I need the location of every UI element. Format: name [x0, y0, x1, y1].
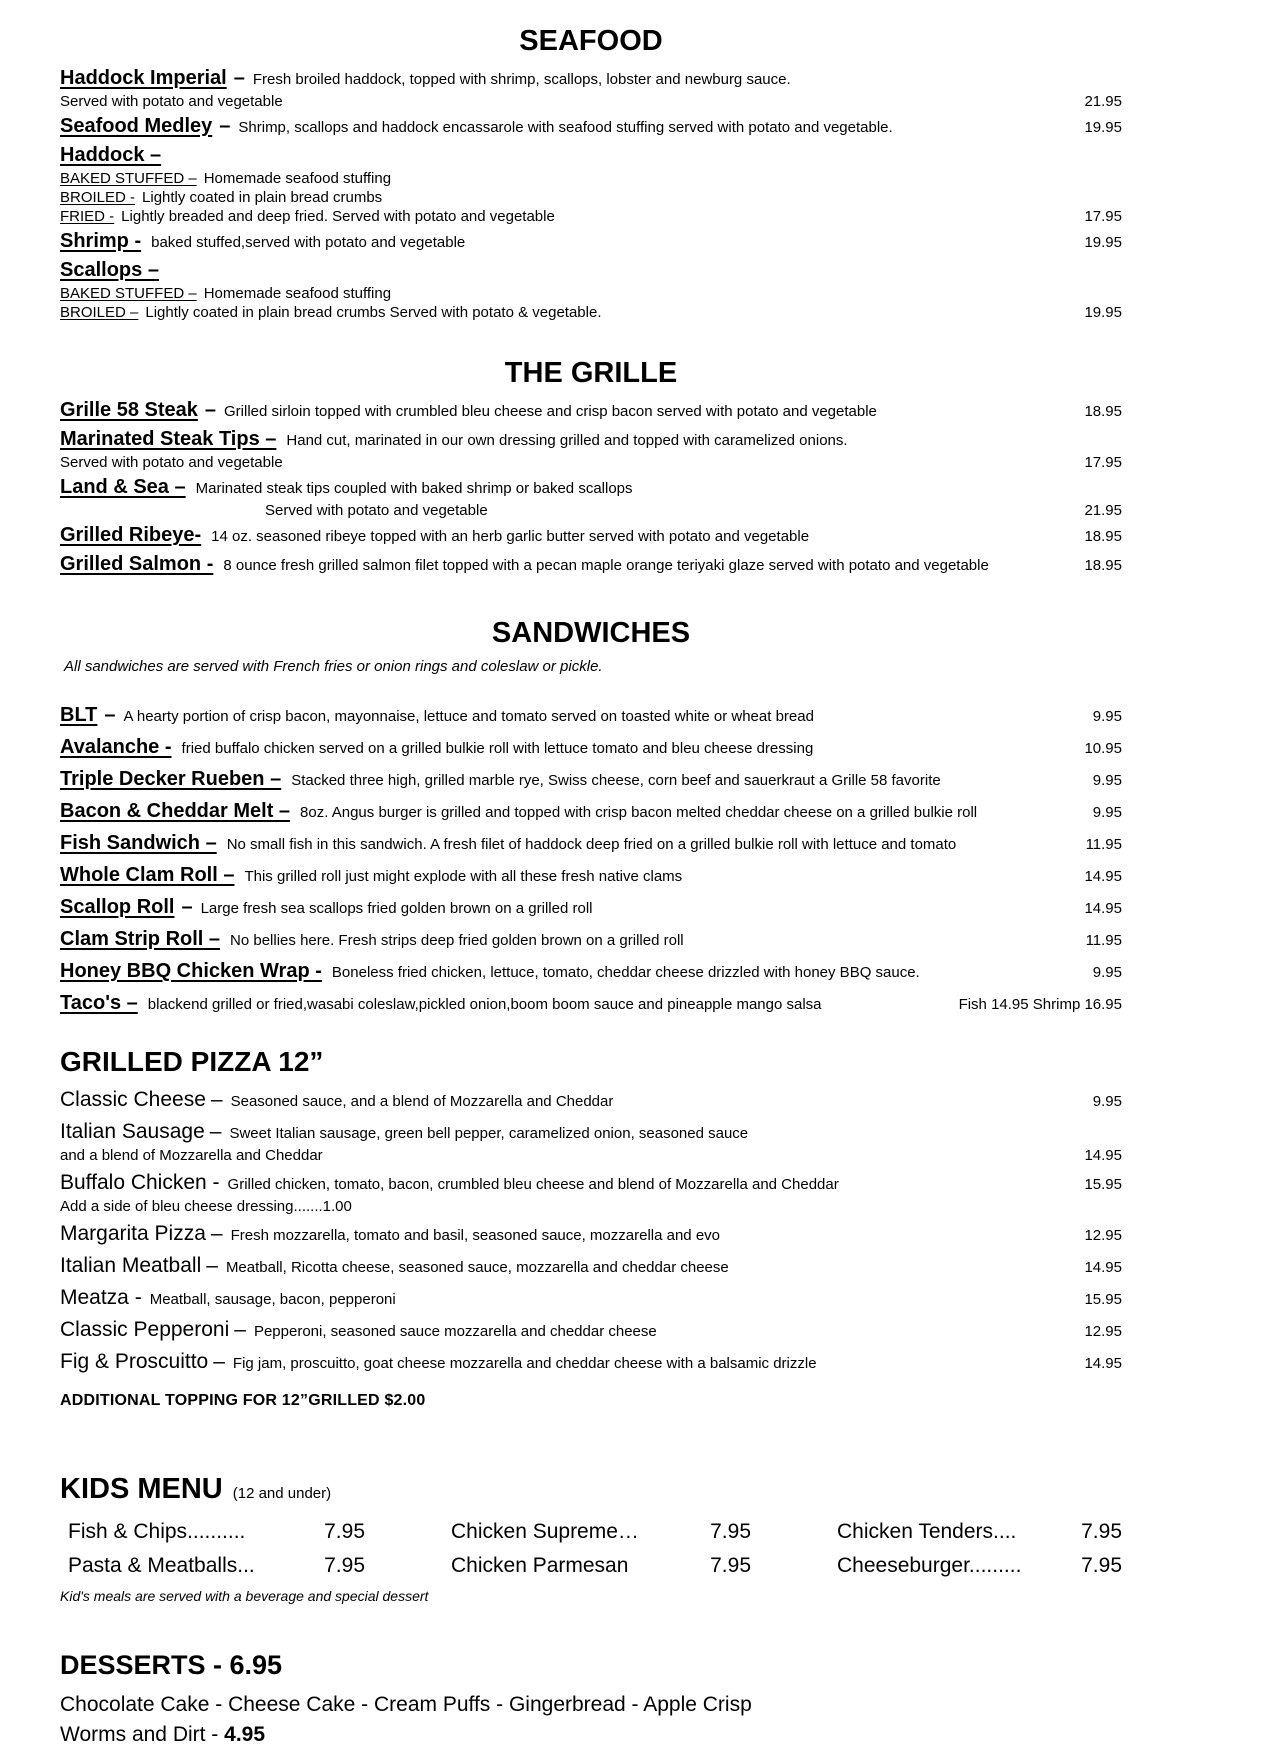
menu-item [60, 959, 1122, 985]
item-line [60, 398, 1122, 424]
kids-menu-header [60, 1472, 1122, 1506]
item-line [60, 1119, 1122, 1146]
item-text [60, 1119, 1122, 1146]
item-line [60, 427, 1122, 453]
item-description: Homemade seafood stuffing [203, 285, 392, 302]
kids-note: Kid's meals are served with a beverage and special dessert [60, 1588, 429, 1604]
kids-item-name: Fish & Chips.......... [68, 1520, 246, 1543]
item-description: A hearty portion of crisp bacon, mayonnaise, lettuce and tomato served on toasted white or wheat bread [123, 708, 814, 725]
item-description: Lightly breaded and deep fried. Served with potato and vegetable [121, 208, 555, 225]
item-description: Fig jam, proscuitto, goat cheese mozzarella and cheddar cheese with a balsamic drizzle [232, 1355, 817, 1372]
item-text [60, 398, 1070, 424]
item-text [60, 831, 1072, 857]
section-title-sandwiches: SANDWICHES [491, 617, 691, 649]
section-note: All sandwiches are served with French fries or onion rings and coleslaw or pickle. [64, 658, 603, 675]
menu-item [60, 398, 1122, 424]
item-description: Meatball, Ricotta cheese, seasoned sauce, mozzarella and cheddar cheese [225, 1259, 729, 1276]
menu-item [60, 735, 1122, 761]
item-description: No small fish in this sandwich. A fresh filet of haddock deep fried on a grilled bulkie roll with lettuce and tomato [226, 836, 957, 853]
item-name: Clam Strip Roll – [60, 928, 221, 950]
kids-item-price: 7.95 [710, 1520, 751, 1543]
item-text [60, 284, 1122, 303]
item-line [60, 863, 1122, 889]
item-line [60, 92, 1122, 111]
item-price: 14.95 [1084, 1147, 1122, 1164]
menu-item [60, 1221, 1122, 1248]
item-text [60, 188, 1122, 207]
item-description: and a blend of Mozzarella and Cheddar [60, 1147, 323, 1164]
item-line [60, 66, 1122, 92]
item-line [60, 831, 1122, 857]
item-line [60, 1221, 1122, 1248]
kids-item-price: 7.95 [324, 1520, 365, 1543]
item-line [60, 453, 1122, 472]
item-line [60, 735, 1122, 761]
section-title-kids: KIDS MENU [60, 1473, 223, 1505]
item-text [60, 169, 1122, 188]
kids-item-name: Chicken Supreme… [451, 1520, 639, 1543]
item-name: Grilled Ribeye- [60, 524, 202, 546]
item-name-dash: – [206, 1254, 218, 1277]
menu-item [60, 831, 1122, 857]
item-description: fried buffalo chicken served on a grilled bulkie roll with lettuce tomato and bleu cheese dressing [181, 740, 814, 757]
kids-item-name: Chicken Tenders.... [837, 1520, 1017, 1543]
section-title-desserts: DESSERTS - 6.95 [60, 1650, 283, 1680]
item-text [60, 1170, 1070, 1197]
kids-item [451, 1554, 751, 1578]
menu-item [60, 523, 1122, 549]
kids-item-price: 7.95 [1081, 1554, 1122, 1577]
item-description: Pepperoni, seasoned sauce mozzarella and cheddar cheese [253, 1323, 657, 1340]
menu-item [60, 895, 1122, 921]
item-text [60, 767, 1079, 793]
item-text [60, 959, 1079, 985]
item-price: 17.95 [1084, 208, 1122, 225]
menu-item [60, 1349, 1122, 1376]
item-line [60, 767, 1122, 793]
item-line [60, 703, 1122, 729]
item-line [60, 169, 1122, 188]
item-text [60, 207, 1070, 226]
menu-item [60, 863, 1122, 889]
section-grille [60, 356, 1122, 578]
item-name: Classic Cheese [60, 1088, 206, 1111]
item-description: Shrimp, scallops and haddock encassarole with seafood stuffing served with potato and vegetable. [238, 119, 893, 136]
dessert-worms-price: 4.95 [224, 1723, 266, 1746]
menu-item [60, 799, 1122, 825]
item-name-dash: – [210, 1222, 223, 1245]
item-text [60, 799, 1079, 825]
item-description: 8 ounce fresh grilled salmon filet topped with a pecan maple orange teriyaki glaze served with potato and vegetable [223, 557, 989, 574]
item-description: Homemade seafood stuffing [203, 170, 392, 187]
item-line [60, 229, 1122, 255]
item-description: Lightly coated in plain bread crumbs Served with potato & vegetable. [145, 304, 602, 321]
item-name: Fig & Proscuitto [60, 1350, 209, 1373]
menu-item [60, 1285, 1122, 1312]
item-price: 18.95 [1084, 557, 1122, 574]
item-description: Served with potato and vegetable [60, 454, 283, 471]
item-line [60, 1146, 1122, 1165]
item-description: blackend grilled or fried,wasabi coleslaw,pickled onion,boom boom sauce and pineapple mango salsa [147, 996, 822, 1013]
kids-item-price: 7.95 [710, 1554, 751, 1577]
item-line [60, 1197, 1122, 1216]
item-price: 17.95 [1084, 454, 1122, 471]
item-description: Grilled sirloin topped with crumbled bleu cheese and crisp bacon served with potato and vegetable [224, 403, 877, 420]
item-name: Haddock Imperial [60, 67, 227, 89]
item-name: Taco's – [60, 992, 138, 1014]
option-label: BAKED STUFFED – [60, 285, 197, 302]
dessert-flavors: Chocolate Cake - Cheese Cake - Cream Puffs - Gingerbread - Apple Crisp [60, 1693, 752, 1716]
menu-item [60, 1087, 1122, 1114]
item-name: Grille 58 Steak [60, 399, 198, 421]
option-label: BROILED – [60, 304, 139, 321]
item-description: Hand cut, marinated in our own dressing grilled and topped with caramelized onions. [286, 432, 848, 449]
item-text [60, 92, 1070, 111]
item-description: Sweet Italian sausage, green bell pepper, caramelized onion, seasoned sauce [229, 1125, 749, 1142]
item-name: Italian Sausage [60, 1120, 205, 1143]
item-price: 21.95 [1084, 502, 1122, 519]
item-description: Lightly coated in plain bread crumbs [142, 189, 383, 206]
item-description: Large fresh sea scallops fried golden brown on a grilled roll [200, 900, 593, 917]
item-description: 8oz. Angus burger is grilled and topped with crisp bacon melted cheddar cheese on a grilled bulkie roll [300, 804, 978, 821]
item-text [60, 1221, 1070, 1248]
item-text [60, 735, 1070, 761]
item-description: Fresh mozzarella, tomato and basil, seasoned sauce, mozzarella and evo [230, 1227, 721, 1244]
item-line [60, 114, 1122, 140]
item-name: BLT [60, 704, 98, 726]
item-line [60, 1170, 1122, 1197]
item-name-dash: – [181, 896, 193, 918]
item-price: 19.95 [1084, 119, 1122, 136]
item-text [60, 1087, 1079, 1114]
item-name: Honey BBQ Chicken Wrap - [60, 960, 322, 982]
item-price: Fish 14.95 Shrimp 16.95 [958, 996, 1122, 1013]
item-text [60, 143, 1122, 169]
item-price: 19.95 [1084, 304, 1122, 321]
item-text [60, 475, 1122, 501]
item-price: 11.95 [1085, 932, 1122, 949]
item-text [60, 1253, 1070, 1280]
item-name: Fish Sandwich – [60, 832, 217, 854]
item-name: Scallops – [60, 259, 159, 281]
item-line [60, 1253, 1122, 1280]
item-price: 14.95 [1084, 1355, 1122, 1372]
menu-item [60, 258, 1122, 322]
item-text [60, 66, 1122, 92]
kids-item-name: Cheeseburger......... [837, 1554, 1022, 1577]
item-description: Meatball, sausage, bacon, pepperoni [149, 1291, 396, 1308]
item-name: Land & Sea – [60, 476, 186, 498]
item-name-dash: – [234, 1318, 246, 1341]
item-text [60, 1197, 1122, 1216]
item-name: Seafood Medley [60, 115, 213, 137]
item-text [60, 229, 1070, 255]
item-description: baked stuffed,served with potato and vegetable [151, 234, 466, 251]
item-line [60, 552, 1122, 578]
item-name: Haddock – [60, 144, 162, 166]
kids-item-name: Chicken Parmesan [451, 1554, 629, 1577]
item-description: Served with potato and vegetable [60, 93, 283, 110]
kids-item [837, 1520, 1122, 1544]
section-seafood [60, 24, 1122, 322]
item-price: 12.95 [1084, 1323, 1122, 1340]
menu-item [60, 1317, 1122, 1344]
item-price: 15.95 [1084, 1176, 1122, 1193]
section-kids [60, 1472, 1122, 1604]
kids-item-name: Pasta & Meatballs... [68, 1554, 255, 1577]
item-text [60, 523, 1070, 549]
item-text [60, 552, 1070, 578]
menu-item [60, 552, 1122, 578]
additional-topping-note: ADDITIONAL TOPPING FOR 12”GRILLED $2.00 [60, 1392, 426, 1409]
option-label: BROILED - [60, 189, 136, 206]
item-price: 10.95 [1084, 740, 1122, 757]
menu-item [60, 927, 1122, 953]
item-name-dash: – [219, 115, 231, 137]
item-text [265, 501, 1070, 520]
item-description: No bellies here. Fresh strips deep fried golden brown on a grilled roll [230, 932, 684, 949]
item-line [60, 991, 1122, 1017]
item-text [60, 453, 1070, 472]
item-description: Marinated steak tips coupled with baked shrimp or baked scallops [195, 480, 633, 497]
item-price: 9.95 [1092, 804, 1122, 821]
item-description: This grilled roll just might explode with all these fresh native clams [244, 868, 683, 885]
kids-item-price: 7.95 [324, 1554, 365, 1577]
item-line [60, 143, 1122, 169]
item-price: 14.95 [1084, 868, 1122, 885]
section-sandwiches [60, 616, 1122, 1017]
item-price: 12.95 [1084, 1227, 1122, 1244]
item-line [60, 258, 1122, 284]
item-text [60, 863, 1070, 889]
item-line [265, 501, 1122, 520]
item-name-dash: – [204, 399, 216, 421]
item-line [60, 959, 1122, 985]
menu-item [60, 475, 1122, 520]
item-description: Fresh broiled haddock, topped with shrimp, scallops, lobster and newburg sauce. [252, 71, 791, 88]
item-name-dash: – [210, 1088, 223, 1111]
section-pizza [60, 1045, 1122, 1410]
kids-row [60, 1554, 1122, 1578]
item-description: Boneless fried chicken, lettuce, tomato, cheddar cheese drizzled with honey BBQ sauce. [331, 964, 920, 981]
item-name: Whole Clam Roll – [60, 864, 235, 886]
option-label: FRIED - [60, 208, 115, 225]
item-line [60, 927, 1122, 953]
item-line [60, 1349, 1122, 1376]
item-description: Served with potato and vegetable [265, 502, 488, 519]
item-text [60, 258, 1122, 284]
kids-item [60, 1520, 365, 1544]
item-text [60, 991, 945, 1017]
menu-item [60, 1119, 1122, 1165]
item-name: Bacon & Cheddar Melt – [60, 800, 291, 822]
item-line [60, 207, 1122, 226]
item-line [60, 523, 1122, 549]
item-price: 14.95 [1084, 1259, 1122, 1276]
item-name: Margarita Pizza [60, 1222, 206, 1245]
kids-item-price: 7.95 [1081, 1520, 1122, 1543]
item-name: Grilled Salmon - [60, 553, 214, 575]
menu-item [60, 66, 1122, 111]
kids-item [451, 1520, 751, 1544]
menu-item [60, 703, 1122, 729]
item-line [60, 1285, 1122, 1312]
option-label: BAKED STUFFED – [60, 170, 197, 187]
item-text [60, 1146, 1070, 1165]
item-price: 9.95 [1092, 1093, 1122, 1110]
menu-item [60, 427, 1122, 472]
item-text [60, 303, 1070, 322]
item-description: Seasoned sauce, and a blend of Mozzarella and Cheddar [230, 1093, 614, 1110]
item-text [60, 114, 1070, 140]
item-name: Marinated Steak Tips – [60, 428, 277, 450]
item-text [60, 1349, 1070, 1376]
item-price: 18.95 [1084, 528, 1122, 545]
item-text [60, 1285, 1070, 1312]
kids-age-note: (12 and under) [232, 1485, 332, 1502]
item-text [60, 427, 1122, 453]
item-price: 9.95 [1092, 964, 1122, 981]
section-title-seafood: SEAFOOD [519, 25, 663, 57]
item-name: Scallop Roll [60, 896, 175, 918]
item-name: Shrimp - [60, 230, 142, 252]
menu-item [60, 114, 1122, 140]
item-price: 21.95 [1084, 93, 1122, 110]
item-price: 19.95 [1084, 234, 1122, 251]
item-line [60, 284, 1122, 303]
item-name: Classic Pepperoni [60, 1318, 230, 1341]
section-title-grille: THE GRILLE [504, 357, 678, 389]
menu-item [60, 767, 1122, 793]
item-text [60, 703, 1079, 729]
item-line [60, 799, 1122, 825]
item-line [60, 1317, 1122, 1344]
item-line [60, 303, 1122, 322]
dessert-worms-dirt [60, 1720, 1122, 1750]
item-line [60, 475, 1122, 501]
item-price: 11.95 [1085, 836, 1122, 853]
item-text [60, 895, 1070, 921]
item-name: Italian Meatball [60, 1254, 202, 1277]
dessert-worms-label: Worms and Dirt - [60, 1723, 225, 1746]
item-name-dash: – [213, 1350, 225, 1373]
item-price: 15.95 [1084, 1291, 1122, 1308]
item-description: Stacked three high, grilled marble rye, Swiss cheese, corn beef and sauerkraut a Grille 58 favorite [291, 772, 941, 789]
item-name-dash: – [104, 704, 116, 726]
item-name: Triple Decker Rueben – [60, 768, 282, 790]
item-name-dash: – [233, 67, 245, 89]
item-line [60, 895, 1122, 921]
menu-item [60, 1170, 1122, 1216]
item-price: 9.95 [1092, 708, 1122, 725]
item-text [60, 1317, 1070, 1344]
item-price: 14.95 [1084, 900, 1122, 917]
menu-item [60, 143, 1122, 226]
item-description: Add a side of bleu cheese dressing.......1.00 [60, 1198, 352, 1215]
item-price: 9.95 [1092, 772, 1122, 789]
kids-item [837, 1554, 1122, 1578]
menu-item [60, 991, 1122, 1017]
item-line [60, 188, 1122, 207]
kids-item [60, 1554, 365, 1578]
kids-row [60, 1520, 1122, 1544]
section-desserts [60, 1648, 1122, 1750]
item-description: Grilled chicken, tomato, bacon, crumbled bleu cheese and blend of Mozzarella and Cheddar [227, 1176, 839, 1193]
item-price: 18.95 [1084, 403, 1122, 420]
item-name-dash: – [209, 1120, 222, 1143]
menu-item [60, 1253, 1122, 1280]
item-name: Meatza - [60, 1286, 142, 1309]
item-name: Avalanche - [60, 736, 172, 758]
menu-item [60, 229, 1122, 255]
section-title-pizza: GRILLED PIZZA 12” [60, 1046, 324, 1077]
item-line [60, 1087, 1122, 1114]
item-text [60, 927, 1072, 953]
item-name: Buffalo Chicken - [60, 1171, 220, 1194]
item-description: 14 oz. seasoned ribeye topped with an herb garlic butter served with potato and vegetable [211, 528, 810, 545]
